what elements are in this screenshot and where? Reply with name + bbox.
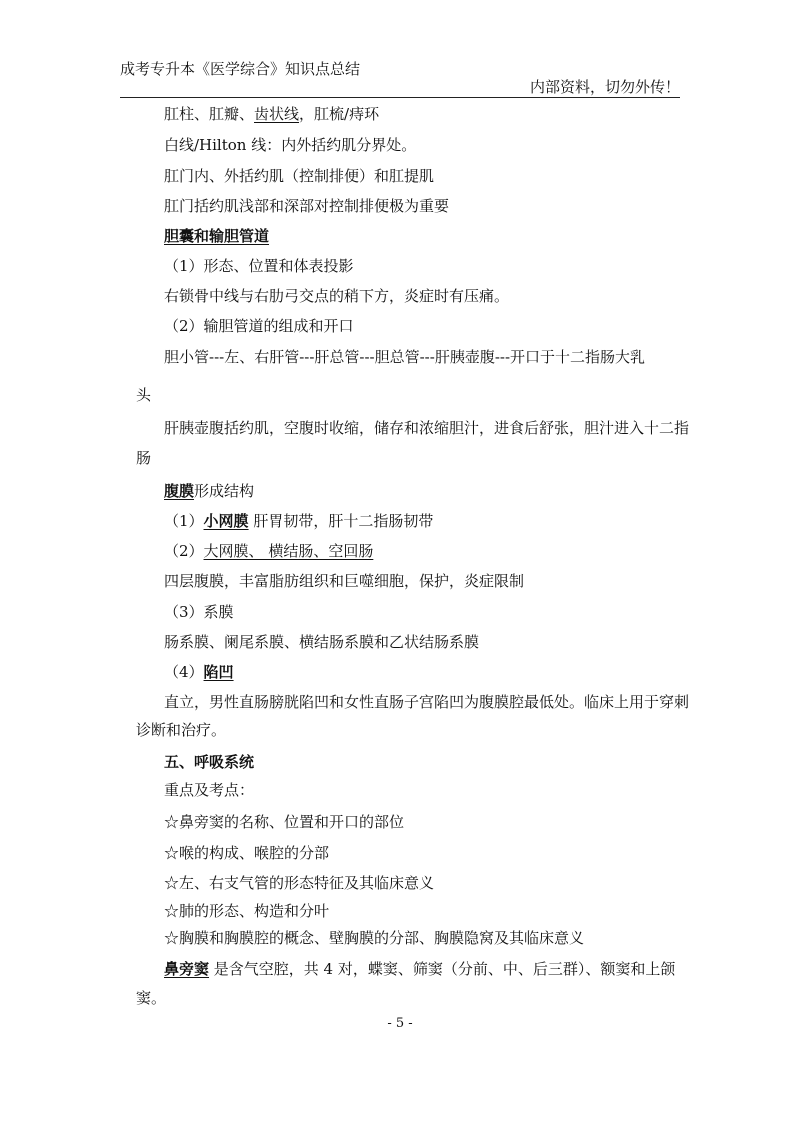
text-span: ，肛梳/痔环 <box>299 105 380 123</box>
text-line: 重点及考点： <box>164 781 255 799</box>
page-number: - 5 - <box>387 1016 413 1031</box>
text-line: 白线/Hilton 线：内外括约肌分界处。 <box>164 136 417 154</box>
text-line: ☆肺的形态、构造和分叶 <box>164 902 330 920</box>
text-line <box>164 662 234 682</box>
text-line: 直立，男性直肠膀胱陷凹和女性直肠子宫陷凹为腹膜腔最低处。临床上用于穿刺 <box>164 693 690 711</box>
underlined-term: 大网膜、 横结肠、空回肠 <box>203 542 374 560</box>
text-line: 四层腹膜，丰富脂肪组织和巨噬细胞，保护，炎症限制 <box>164 572 525 590</box>
text-span: 形成结构 <box>194 482 255 500</box>
text-line: （1）形态、位置和体表投影 <box>164 257 354 275</box>
bold-term: 小网膜 <box>203 512 249 530</box>
text-span: 肛柱、肛瓣、 <box>164 105 255 123</box>
text-span: 是含气空腔，共 4 对，蝶窦、筛窦（分前、中、后三群）、额窦和上颌 <box>209 960 676 978</box>
text-line: ☆鼻旁窦的名称、位置和开口的部位 <box>164 813 405 831</box>
text-line <box>164 541 373 561</box>
bold-term: 腹膜 <box>164 482 195 500</box>
text-line: 头 <box>136 386 152 404</box>
text-line <box>164 511 433 531</box>
bold-term: 鼻旁窦 <box>164 960 210 978</box>
text-line: 肝胰壶腹括约肌，空腹时收缩，储存和浓缩胆汁，进食后舒张，胆汁进入十二指 <box>164 419 690 437</box>
text-span: （2） <box>164 542 204 560</box>
text-line <box>164 481 254 501</box>
text-span: （4） <box>164 663 204 681</box>
text-line: 肠系膜、阑尾系膜、横结肠系膜和乙状结肠系膜 <box>164 633 480 651</box>
bold-term: 陷凹 <box>203 663 234 681</box>
text-line: 肛门括约肌浅部和深部对控制排便极为重要 <box>164 197 450 215</box>
text-line: 胆小管---左、右肝管---肝总管---胆总管---肝胰壶腹---开口于十二指肠大乳 <box>164 348 646 366</box>
text-line: 肛门内、外括约肌（控制排便）和肛提肌 <box>164 167 435 185</box>
section-heading: 五、呼吸系统 <box>164 753 255 771</box>
text-line <box>164 959 675 979</box>
text-line <box>164 104 379 124</box>
section-heading: 胆囊和输胆管道 <box>164 227 270 245</box>
underlined-term: 齿状线 <box>254 105 300 123</box>
header-divider <box>120 97 680 98</box>
text-line: 诊断和治疗。 <box>136 721 227 739</box>
text-line: ☆左、右支气管的形态特征及其临床意义 <box>164 874 435 892</box>
text-span: （1） <box>164 512 204 530</box>
text-span: 肝胃韧带，肝十二指肠韧带 <box>248 512 434 530</box>
text-line: ☆喉的构成、喉腔的分部 <box>164 844 330 862</box>
text-line: 肠 <box>136 449 152 467</box>
header-title: 成考专升本《医学综合》知识点总结 <box>120 60 361 78</box>
text-line: 右锁骨中线与右肋弓交点的稍下方，炎症时有压痛。 <box>164 287 510 305</box>
text-line: 窦。 <box>136 989 167 1007</box>
text-line: （3）系膜 <box>164 603 234 621</box>
header-note: 内部资料，切勿外传！ <box>529 78 680 96</box>
text-line: ☆胸膜和胸膜腔的概念、壁胸膜的分部、胸膜隐窝及其临床意义 <box>164 929 585 947</box>
text-line: （2）输胆管道的组成和开口 <box>164 317 354 335</box>
